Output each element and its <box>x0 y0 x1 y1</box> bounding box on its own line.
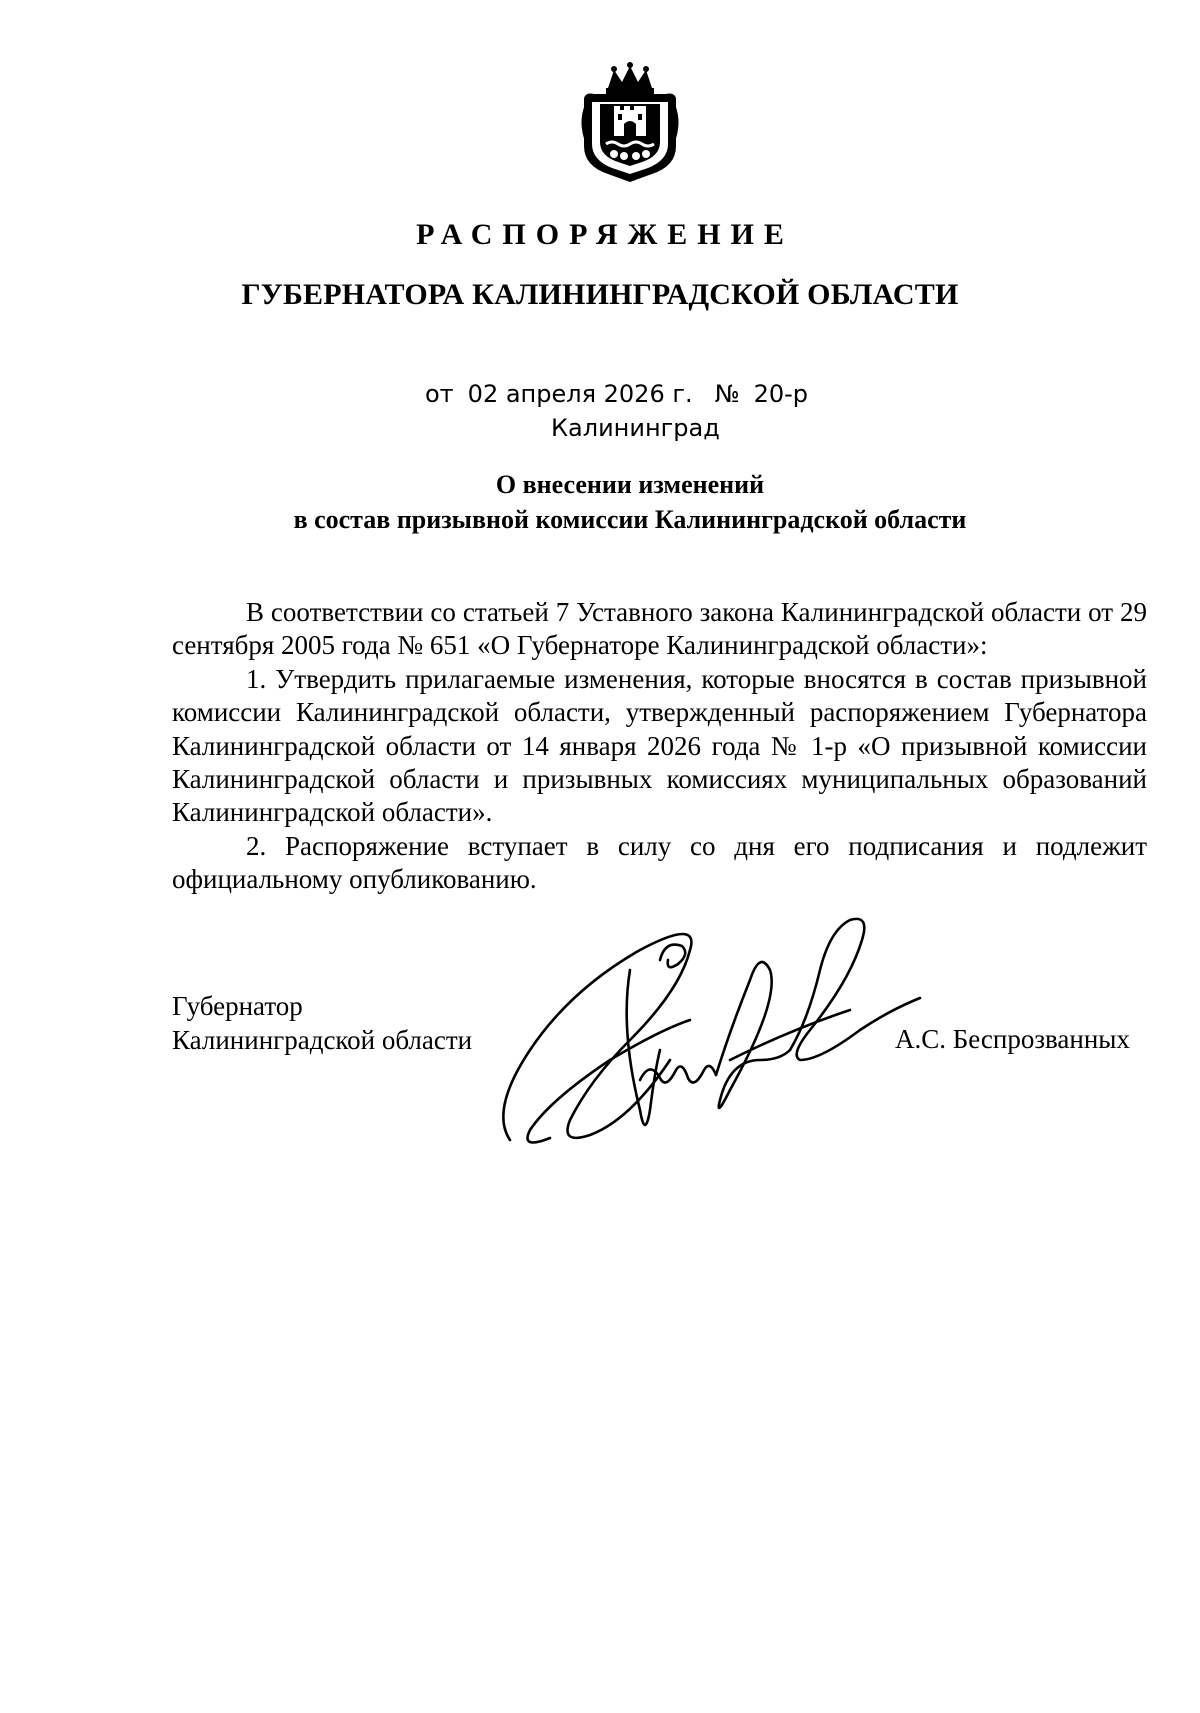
number-sign: № <box>714 380 740 408</box>
signer-name: А.С. Беспрозванных <box>895 1024 1130 1054</box>
document-date: 02 апреля 2026 г. <box>467 380 693 408</box>
signer-position-line-1: Губернатор <box>172 991 303 1021</box>
document-body <box>172 596 1147 897</box>
handwritten-signature-icon <box>490 910 960 1160</box>
signer-position <box>172 990 472 1057</box>
coat-of-arms-icon <box>578 62 682 186</box>
date-prefix: от <box>425 380 454 408</box>
item-1-paragraph: 1. Утвердить прилагаемые изменения, которые вносятся в состав призывной комиссии Калининградской области, утвержденный распоряжением Губернатора Калининградской области от 14 января 2026 года № 1-р «О призывной комиссии Калининградской области и призывных комиссиях муниципальных образований Калининградской области». <box>172 663 1147 828</box>
date-number-line <box>425 380 808 408</box>
document-type: РАСПОРЯЖЕНИЕ <box>416 218 794 251</box>
document-number: 20-р <box>753 380 808 408</box>
subject-line-2: в состав призывной комиссии Калининградской области <box>293 505 967 534</box>
subject-line-1: О внесении изменений <box>495 470 765 499</box>
document-subject <box>0 467 1200 537</box>
item-2-paragraph: 2. Распоряжение вступает в силу со дня его подписания и подлежит официальному опубликованию. <box>172 830 1147 895</box>
signer-position-line-2: Калининградской области <box>172 1024 473 1055</box>
document-city: Калининград <box>551 414 720 442</box>
preamble-paragraph: В соответствии со статьей 7 Уставного закона Калининградской области от 29 сентября 2005 года № 651 «О Губернаторе Калининградской области»: <box>172 597 1147 661</box>
document-issuer: ГУБЕРНАТОРА КАЛИНИНГРАДСКОЙ ОБЛАСТИ <box>241 278 959 311</box>
